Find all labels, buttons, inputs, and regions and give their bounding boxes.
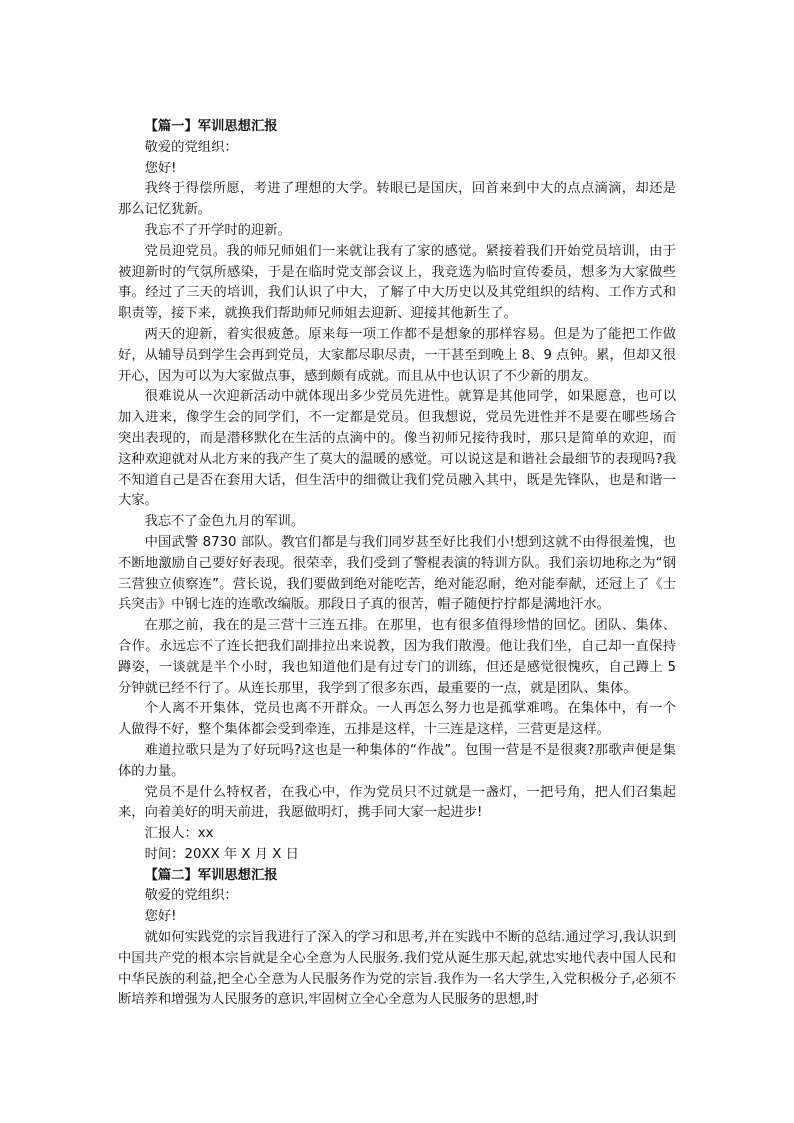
paragraph: 我终于得偿所愿，考进了理想的大学。转眼已是国庆，回首来到中大的点点滴滴，却还是那么记忆犹新。 [118,181,676,218]
document-body [118,117,676,1011]
greeting: 您好! [144,909,177,925]
salutation: 敬爱的党组织： [144,139,238,155]
paragraph: 中国武警 8730 部队。教官们都是与我们同岁甚至好比我们小!想到这就不由得很羞愧，也不断地激励自己要好好表现。很荣幸，我们受到了警棍表演的特训方队。我们亲切地称之为“钢三营独立侦察连”。营长说，我们要做到绝对能吃苦，绝对能忍耐，绝对能奉献，还冠上了《士兵突击》中钢七连的连歌改编版。那段日子真的很苦，帽子随便拧拧都是满地汗水。 [118,534,676,613]
salutation: 敬爱的党组织： [144,888,238,904]
paragraph: 很难说从一次迎新活动中就体现出多少党员先进性。就算是其他同学，如果愿意，也可以加入进来，像学生会的同学们，不一定都是党员。但我想说，党员先进性并不是要在哪些场合突出表现的，而是潜移默化在生活的点滴中的。像当初师兄接待我时，那只是简单的欢迎，而这种欢迎就对从北方来的我产生了莫大的温暖的感觉。可以说这是和谐社会最细节的表现吗?我不知道自己是否在套用大话，但生活中的细微让我们党员融入其中，既是先锋队，也是和谐一大家。 [118,389,676,509]
paragraph: 我忘不了开学时的迎新。 [144,222,291,238]
paragraph: 党员不是什么特权者，在我心中，作为党员只不过就是一盏灯，一把号角，把人们召集起来，向着美好的明天前进，我愿做明灯，携手同大家一起进步! [118,784,676,821]
section-heading-1 [118,117,676,138]
paragraph: 就如何实践党的宗旨我进行了深入的学习和思考,并在实践中不断的总结.通过学习,我认识到中国共产党的根本宗旨就是全心全意为人民服务.我们党从诞生那天起,就忠实地代表中国人民和中华民族的利益,把全心全意为人民服务作为党的宗旨.我作为一名大学生,入党积极分子,必须不断培养和增强为人民服务的意识,牢固树立全心全意为人民服务的思想,时 [118,930,676,1008]
paragraph: 在那之前，我在的是三营十三连五排。在那里，也有很多值得珍惜的回忆。团队、集体、合作。永远忘不了连长把我们副排拉出来说教，因为我们散漫。他让我们坐，自己却一直保持蹲姿，一谈就是半个小时，我也知道他们是有过专门的训练，但还是感觉很愧疚，自己蹲上 5 分钟就已经不行了。从连长那里，我学到了很多东西，最重要的一点，就是团队、集体。 [118,618,676,696]
date-line: 时间：20XX 年 X 月 X 日 [144,846,299,862]
section-heading-2 [118,866,676,887]
greeting: 您好! [144,160,177,176]
paragraph: 难道拉歌只是为了好玩吗?这也是一种集体的“作战”。包围一营是不是很爽?那歌声便是集体的力量。 [118,742,676,779]
paragraph: 我忘不了金色九月的军训。 [144,514,305,530]
section-title: 【篇一】军训思想汇报 [144,119,278,134]
section-title: 【篇二】军训思想汇报 [144,867,278,883]
paragraph: 个人离不开集体，党员也离不开群众。一人再怎么努力也是孤掌难鸣。在集体中，有一个人做得不好，整个集体都会受到牵连，五排是这样，十三连是这样，三营更是这样。 [118,701,676,738]
reporter-line: 汇报人：xx [144,826,214,842]
paragraph: 党员迎党员。我的师兄师姐们一来就让我有了家的感觉。紧接着我们开始党员培训，由于被迎新时的气氛所感染，于是在临时党支部会议上，我竞选为临时宣传委员，想多为大家做些事。经过了三天的培训，我们认识了中大，了解了中大历史以及其党组织的结构、工作方式和职责等，接下来，就换我们帮助师兄师姐去迎新、迎接其他新生了。 [118,243,676,322]
paragraph: 两天的迎新，着实很疲惫。原来每一项工作都不是想象的那样容易。但是为了能把工作做好，从辅导员到学生会再到党员，大家都尽职尽责，一干甚至到晚上 8、9 点钟。累，但却又很开心，因为可以为大家做点事，感到颇有成就。而且从中也认识了不少新的朋友。 [118,326,676,384]
